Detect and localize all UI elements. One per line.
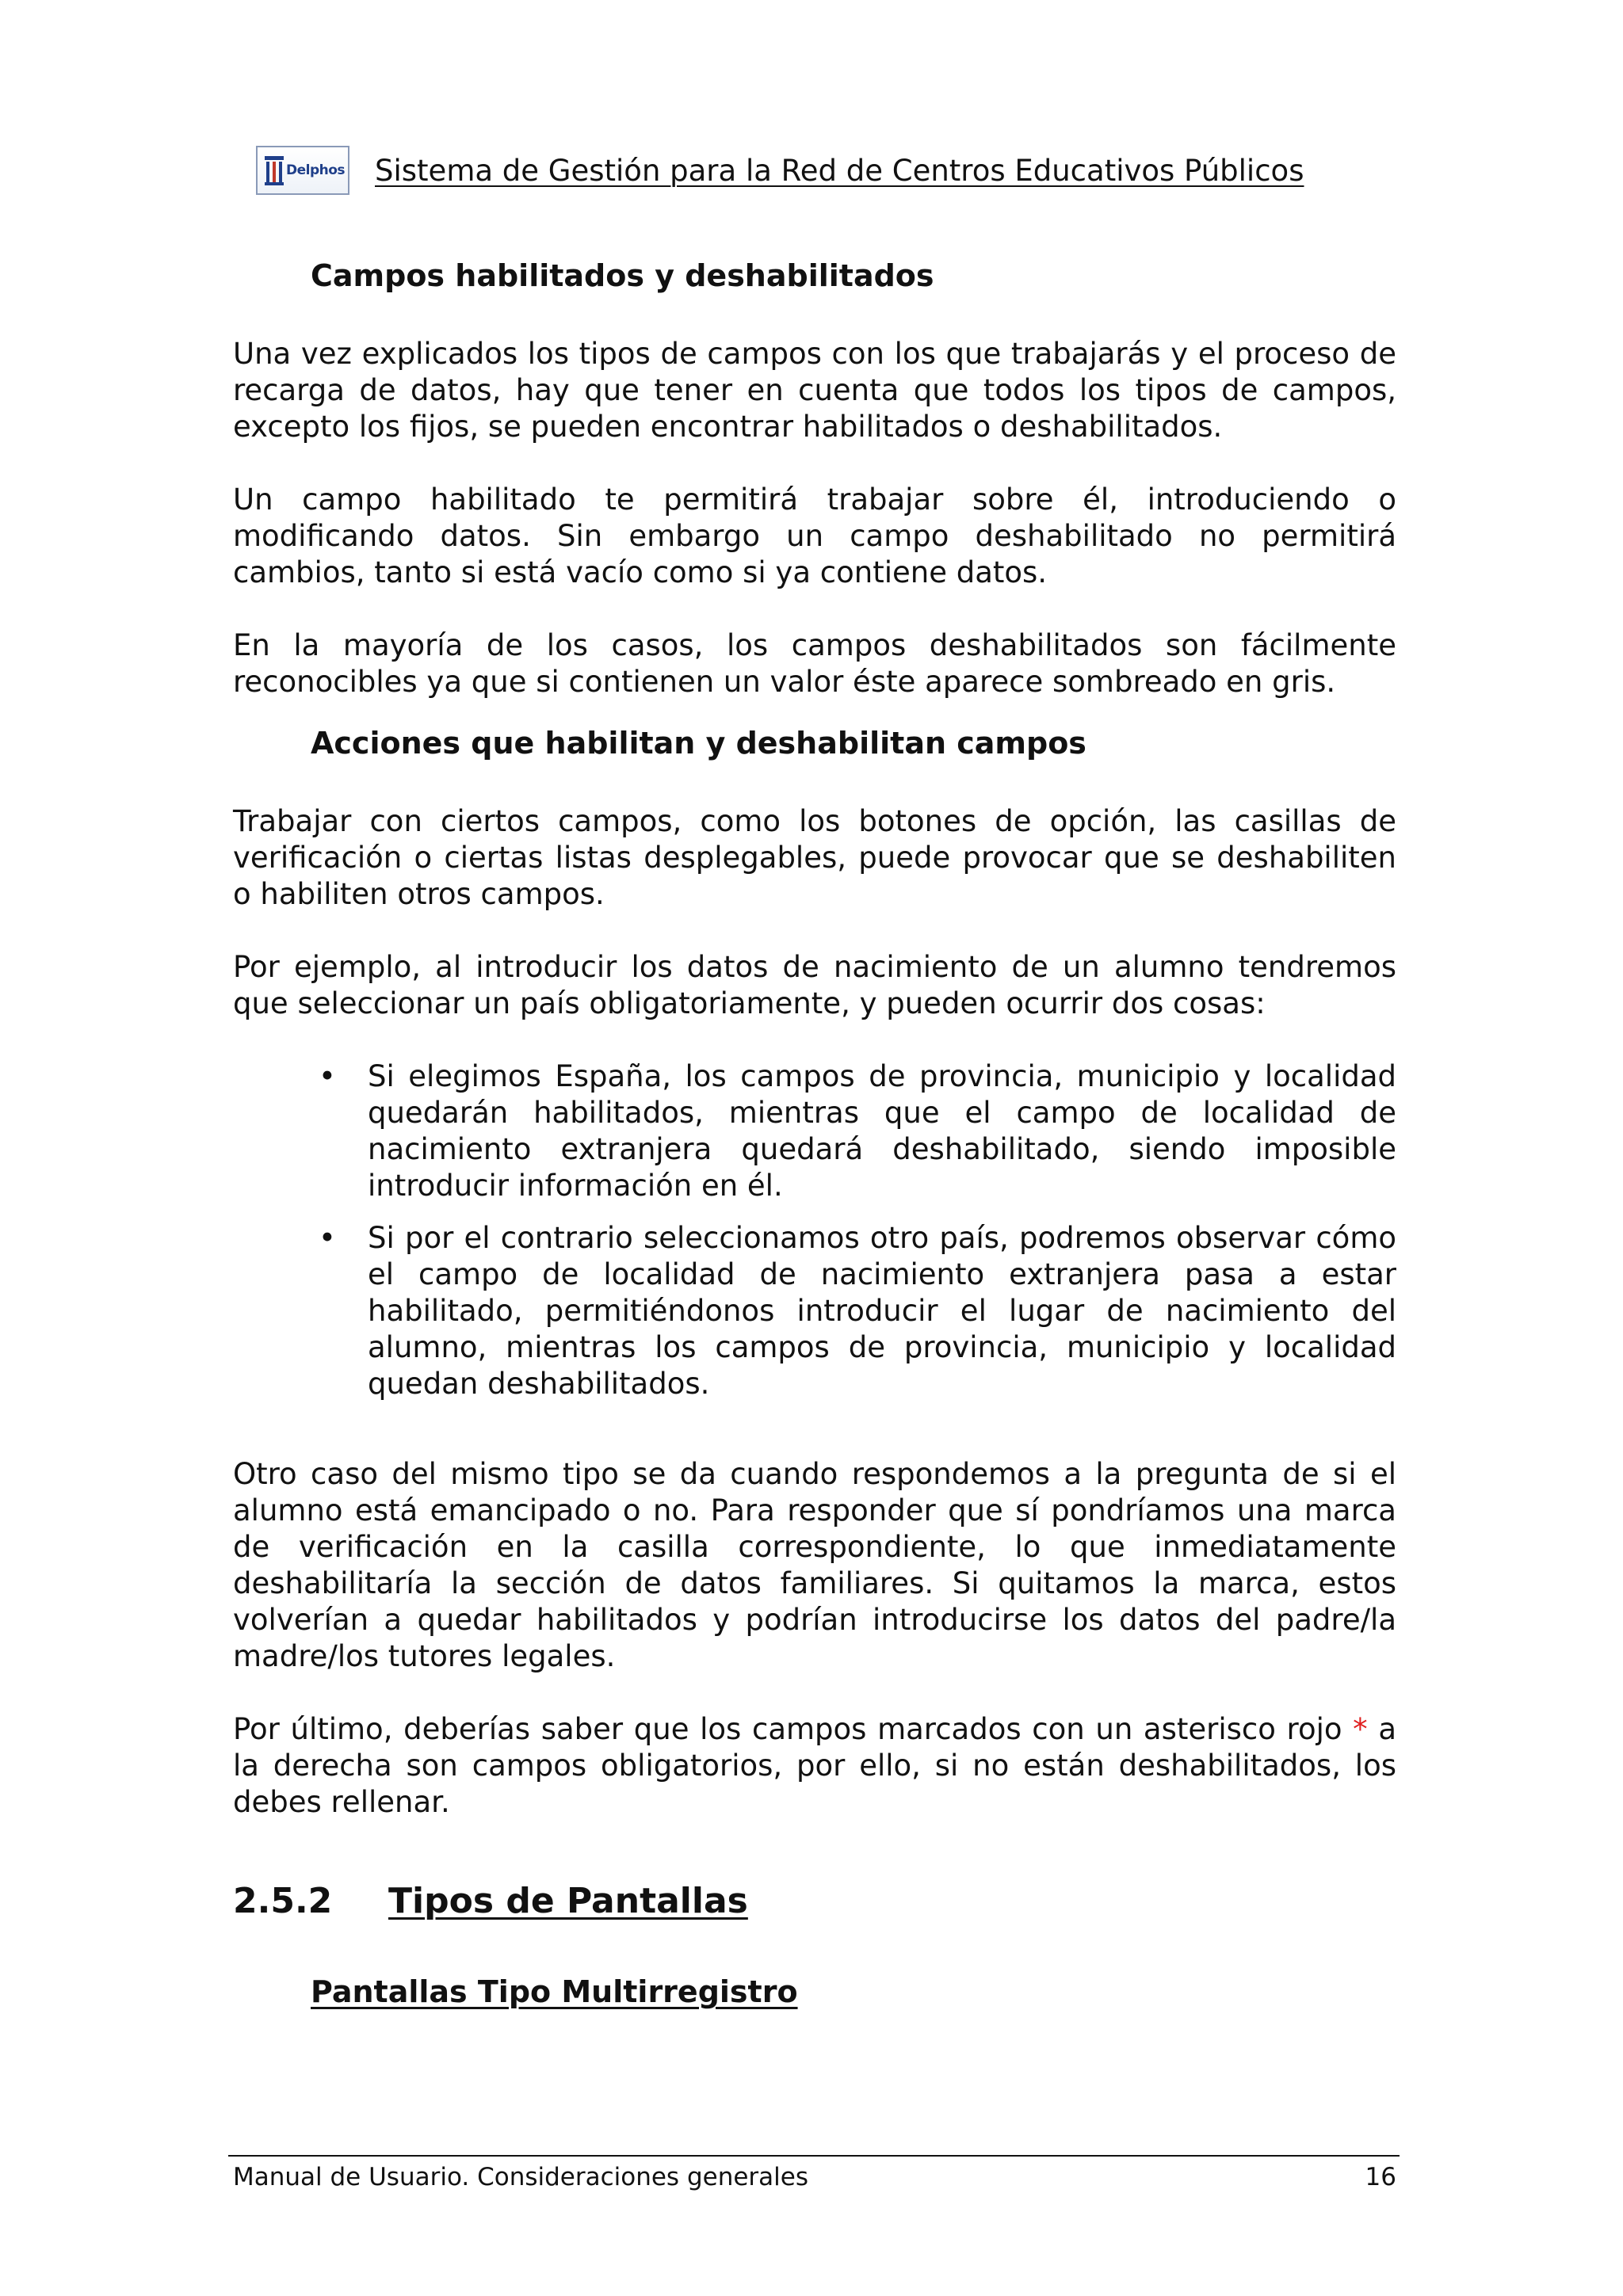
paragraph: Una vez explicados los tipos de campos con los que trabajarás y el proceso de recarga de datos, hay que tener en cuenta que todos los tipos de campos, excepto los fijos, se pueden encontrar habilitados o deshabilitados. <box>233 337 1396 444</box>
columns-icon <box>264 154 285 186</box>
heading-acciones: Acciones que habilitan y deshabilitan campos <box>311 726 1086 761</box>
heading-multirregistro: Pantallas Tipo Multirregistro <box>311 1974 798 2009</box>
list-item-text: Si elegimos España, los campos de provincia, municipio y localidad quedarán habilitados, mientras que el campo de localidad de nacimiento extranjera quedará deshabilitado, siendo imposible introducir información en él. <box>368 1059 1396 1203</box>
heading-campos: Campos habilitados y deshabilitados <box>311 258 934 293</box>
section-title: Tipos de Pantallas <box>388 1881 748 1921</box>
paragraph-text: a la derecha son campos obligatorios, por ello, si no están deshabilitados, los debes rellenar. <box>233 1712 1397 1819</box>
paragraph: En la mayoría de los casos, los campos deshabilitados son fácilmente reconocibles ya que si contienen un valor éste aparece sombreado en gris. <box>233 628 1396 699</box>
paragraph-text: Por último, deberías saber que los campos marcados con un asterisco rojo <box>233 1712 1354 1746</box>
paragraph-required-fields <box>233 1711 1396 1821</box>
bullet-list <box>233 1058 1396 1402</box>
footer-divider <box>228 2155 1400 2157</box>
main-content <box>233 254 1396 2014</box>
bullet-icon: • <box>319 1059 336 1093</box>
page-number: 16 <box>1365 2163 1396 2191</box>
paragraph: Otro caso del mismo tipo se da cuando respondemos a la pregunta de si el alumno está emancipado o no. Para responder que sí pondríamos una marca de verificación en la casilla correspondiente, lo que inmediatamente deshabilitaría la sección de datos familiares. Si quitamos la marca, estos volverían a quedar habilitados y podrían introducirse los datos del padre/la madre/los tutores legales. <box>233 1457 1396 1673</box>
paragraph: Por ejemplo, al introducir los datos de nacimiento de un alumno tendremos que seleccionar un país obligatoriamente, y pueden ocurrir dos cosas: <box>233 950 1396 1020</box>
paragraph: Un campo habilitado te permitirá trabajar sobre él, introduciendo o modificando datos. Sin embargo un campo deshabilitado no permitirá cambios, tanto si está vacío como si ya contiene datos. <box>233 482 1396 589</box>
section-heading-tipos <box>233 1878 1396 1925</box>
page-header <box>256 143 1304 198</box>
section-number: 2.5.2 <box>233 1881 333 1921</box>
required-asterisk: * <box>1353 1712 1368 1746</box>
list-item <box>233 1220 1396 1402</box>
list-item-text: Si por el contrario seleccionamos otro país, podremos observar cómo el campo de localidad de nacimiento extranjera pasa a estar habilitado, permitiéndonos introducir el lugar de nacimiento del alumno, mientras los campos de provincia, municipio y localidad quedan deshabilitados. <box>368 1221 1396 1401</box>
logo-text: Delphos <box>286 162 346 178</box>
list-item <box>233 1058 1396 1204</box>
delphos-logo <box>256 146 349 195</box>
paragraph: Trabajar con ciertos campos, como los botones de opción, las casillas de verificación o ciertas listas desplegables, puede provocar que se deshabiliten o habiliten otros campos. <box>233 804 1396 911</box>
header-title: Sistema de Gestión para la Red de Centros Educativos Públicos <box>375 153 1304 188</box>
footer-text: Manual de Usuario. Consideraciones generales <box>233 2163 808 2191</box>
bullet-icon: • <box>319 1221 336 1255</box>
